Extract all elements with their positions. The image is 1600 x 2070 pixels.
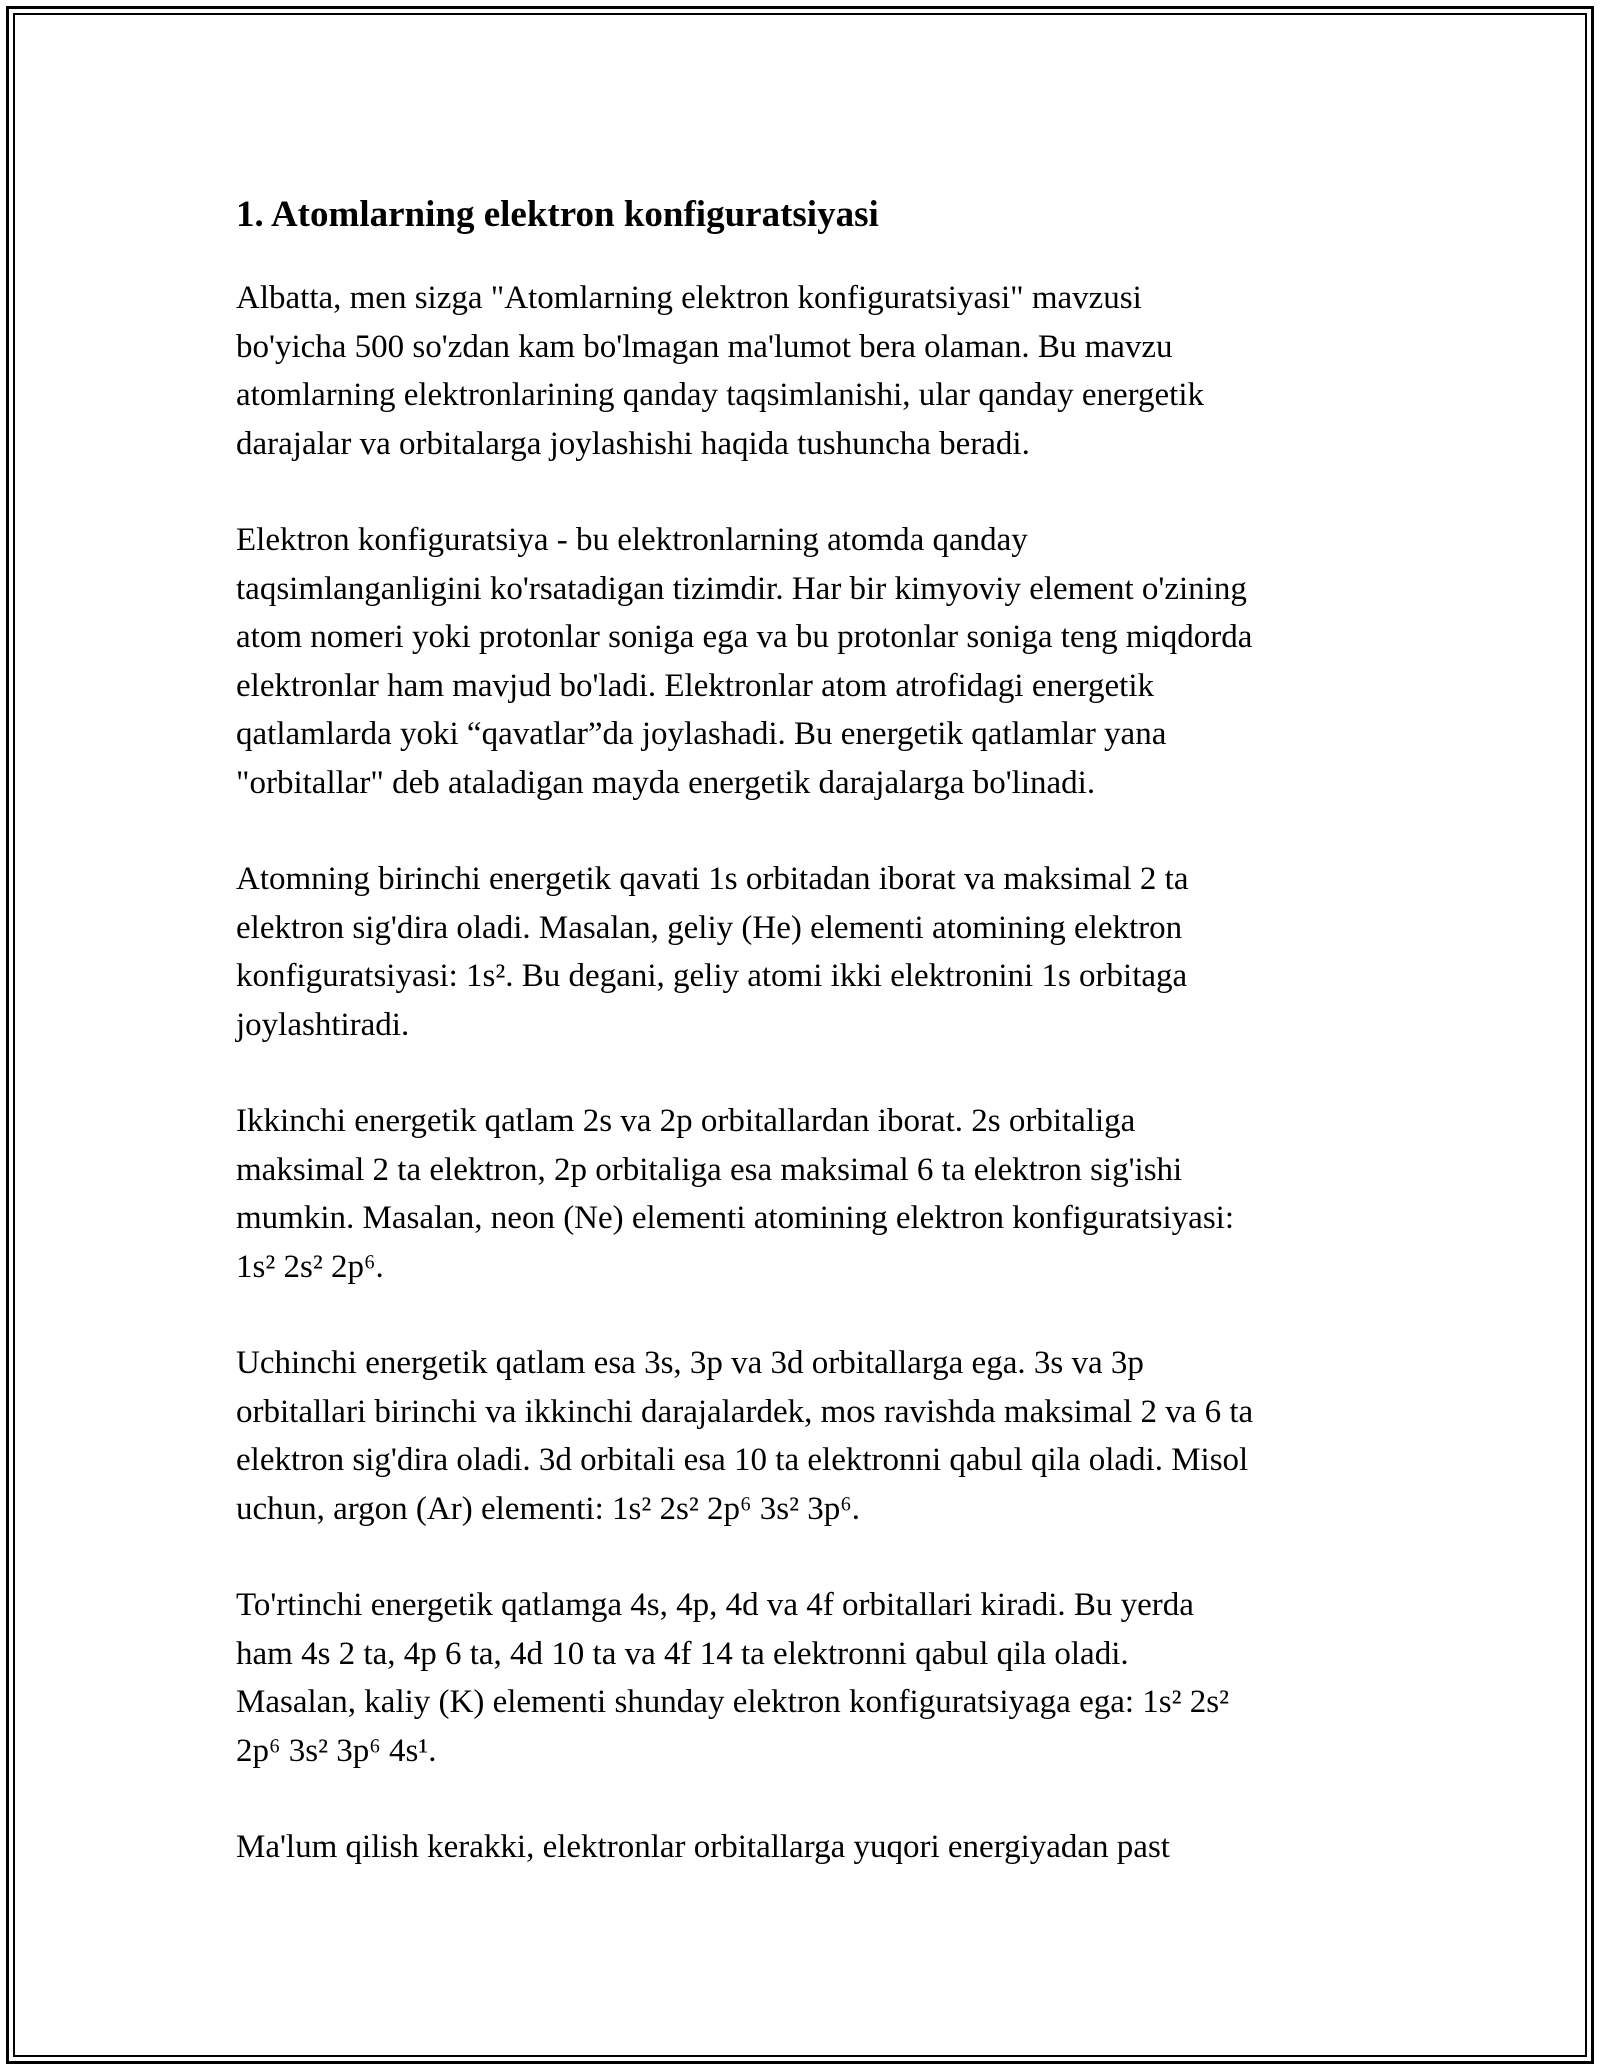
text-line: joylashtiradi. xyxy=(236,1006,410,1043)
text-line: atom nomeri yoki protonlar soniga ega va bu protonlar soniga teng miqdorda xyxy=(236,619,1253,655)
text-line: Ma'lum qilish kerakki, elektronlar orbitallarga yuqori energiyadan past xyxy=(236,1829,1170,1865)
paragraph xyxy=(236,1339,1366,1533)
paragraph xyxy=(236,516,1366,807)
text-line: Masalan, kaliy (K) elementi shunday elektron konfiguratsiyaga ega: 1s² 2s² xyxy=(236,1684,1230,1720)
text-line: elektronlar ham mavjud bo'ladi. Elektronlar atom atrofidagi energetik xyxy=(236,667,1155,704)
text-line: konfiguratsiyasi: 1s². Bu degani, geliy atomi ikki elektronini 1s orbitaga xyxy=(236,958,1188,994)
text-line: Ikkinchi energetik qatlam 2s va 2p orbitallardan iborat. 2s orbitaliga xyxy=(236,1103,1136,1139)
text-line: qatlamlarda yoki “qavatlar”da joylashadi. Bu energetik qatlamlar yana xyxy=(236,716,1167,752)
text-line: bo'yicha 500 so'zdan kam bo'lmagan ma'lumot bera olaman. Bu mavzu xyxy=(236,328,1173,365)
text-line: ham 4s 2 ta, 4p 6 ta, 4d 10 ta va 4f 14 ta elektronni qabul qila oladi. xyxy=(236,1635,1129,1672)
text-line: atomlarning elektronlarining qanday taqsimlanishi, ular qanday energetik xyxy=(236,377,1205,413)
text-line: 1s² 2s² 2p⁶. xyxy=(236,1248,384,1285)
text-line: orbitallari birinchi va ikkinchi darajalardek, mos ravishda maksimal 2 va 6 ta xyxy=(236,1393,1254,1430)
section-heading: 1. Atomlarning elektron konfiguratsiyasi xyxy=(236,194,879,235)
text-line: uchun, argon (Ar) elementi: 1s² 2s² 2p⁶ 3s² 3p⁶. xyxy=(236,1490,860,1527)
paragraph xyxy=(236,855,1366,1049)
text-line: Uchinchi energetik qatlam esa 3s, 3p va 3d orbitallarga ega. 3s va 3p xyxy=(236,1345,1144,1381)
text-line: Elektron konfiguratsiya - bu elektronlarning atomda qanday xyxy=(236,522,1028,558)
text-line: "orbitallar" deb ataladigan mayda energetik darajalarga bo'linadi. xyxy=(236,764,1096,801)
text-line: elektron sig'dira oladi. 3d orbitali esa 10 ta elektronni qabul qila oladi. Misol xyxy=(236,1442,1249,1478)
text-line: taqsimlanganligini ko'rsatadigan tizimdir. Har bir kimyoviy element o'zining xyxy=(236,570,1247,607)
paragraph xyxy=(236,1581,1366,1775)
document-body xyxy=(236,186,1366,1920)
paragraph-list xyxy=(236,274,1366,1872)
paragraph xyxy=(236,1097,1366,1291)
paragraph xyxy=(236,274,1366,468)
text-line: maksimal 2 ta elektron, 2p orbitaliga esa maksimal 6 ta elektron sig'ishi xyxy=(236,1151,1183,1188)
text-line: Albatta, men sizga "Atomlarning elektron konfiguratsiyasi" mavzusi xyxy=(236,280,1142,316)
paragraph xyxy=(236,1823,1366,1872)
text-line: To'rtinchi energetik qatlamga 4s, 4p, 4d va 4f orbitallari kiradi. Bu yerda xyxy=(236,1587,1194,1623)
text-line: darajalar va orbitalarga joylashishi haqida tushuncha beradi. xyxy=(236,425,1030,462)
text-line: Atomning birinchi energetik qavati 1s orbitadan iborat va maksimal 2 ta xyxy=(236,861,1189,897)
text-line: 2p⁶ 3s² 3p⁶ 4s¹. xyxy=(236,1732,437,1769)
text-line: elektron sig'dira oladi. Masalan, geliy (He) elementi atomining elektron xyxy=(236,909,1183,946)
text-line: mumkin. Masalan, neon (Ne) elementi atomining elektron konfiguratsiyasi: xyxy=(236,1200,1235,1236)
